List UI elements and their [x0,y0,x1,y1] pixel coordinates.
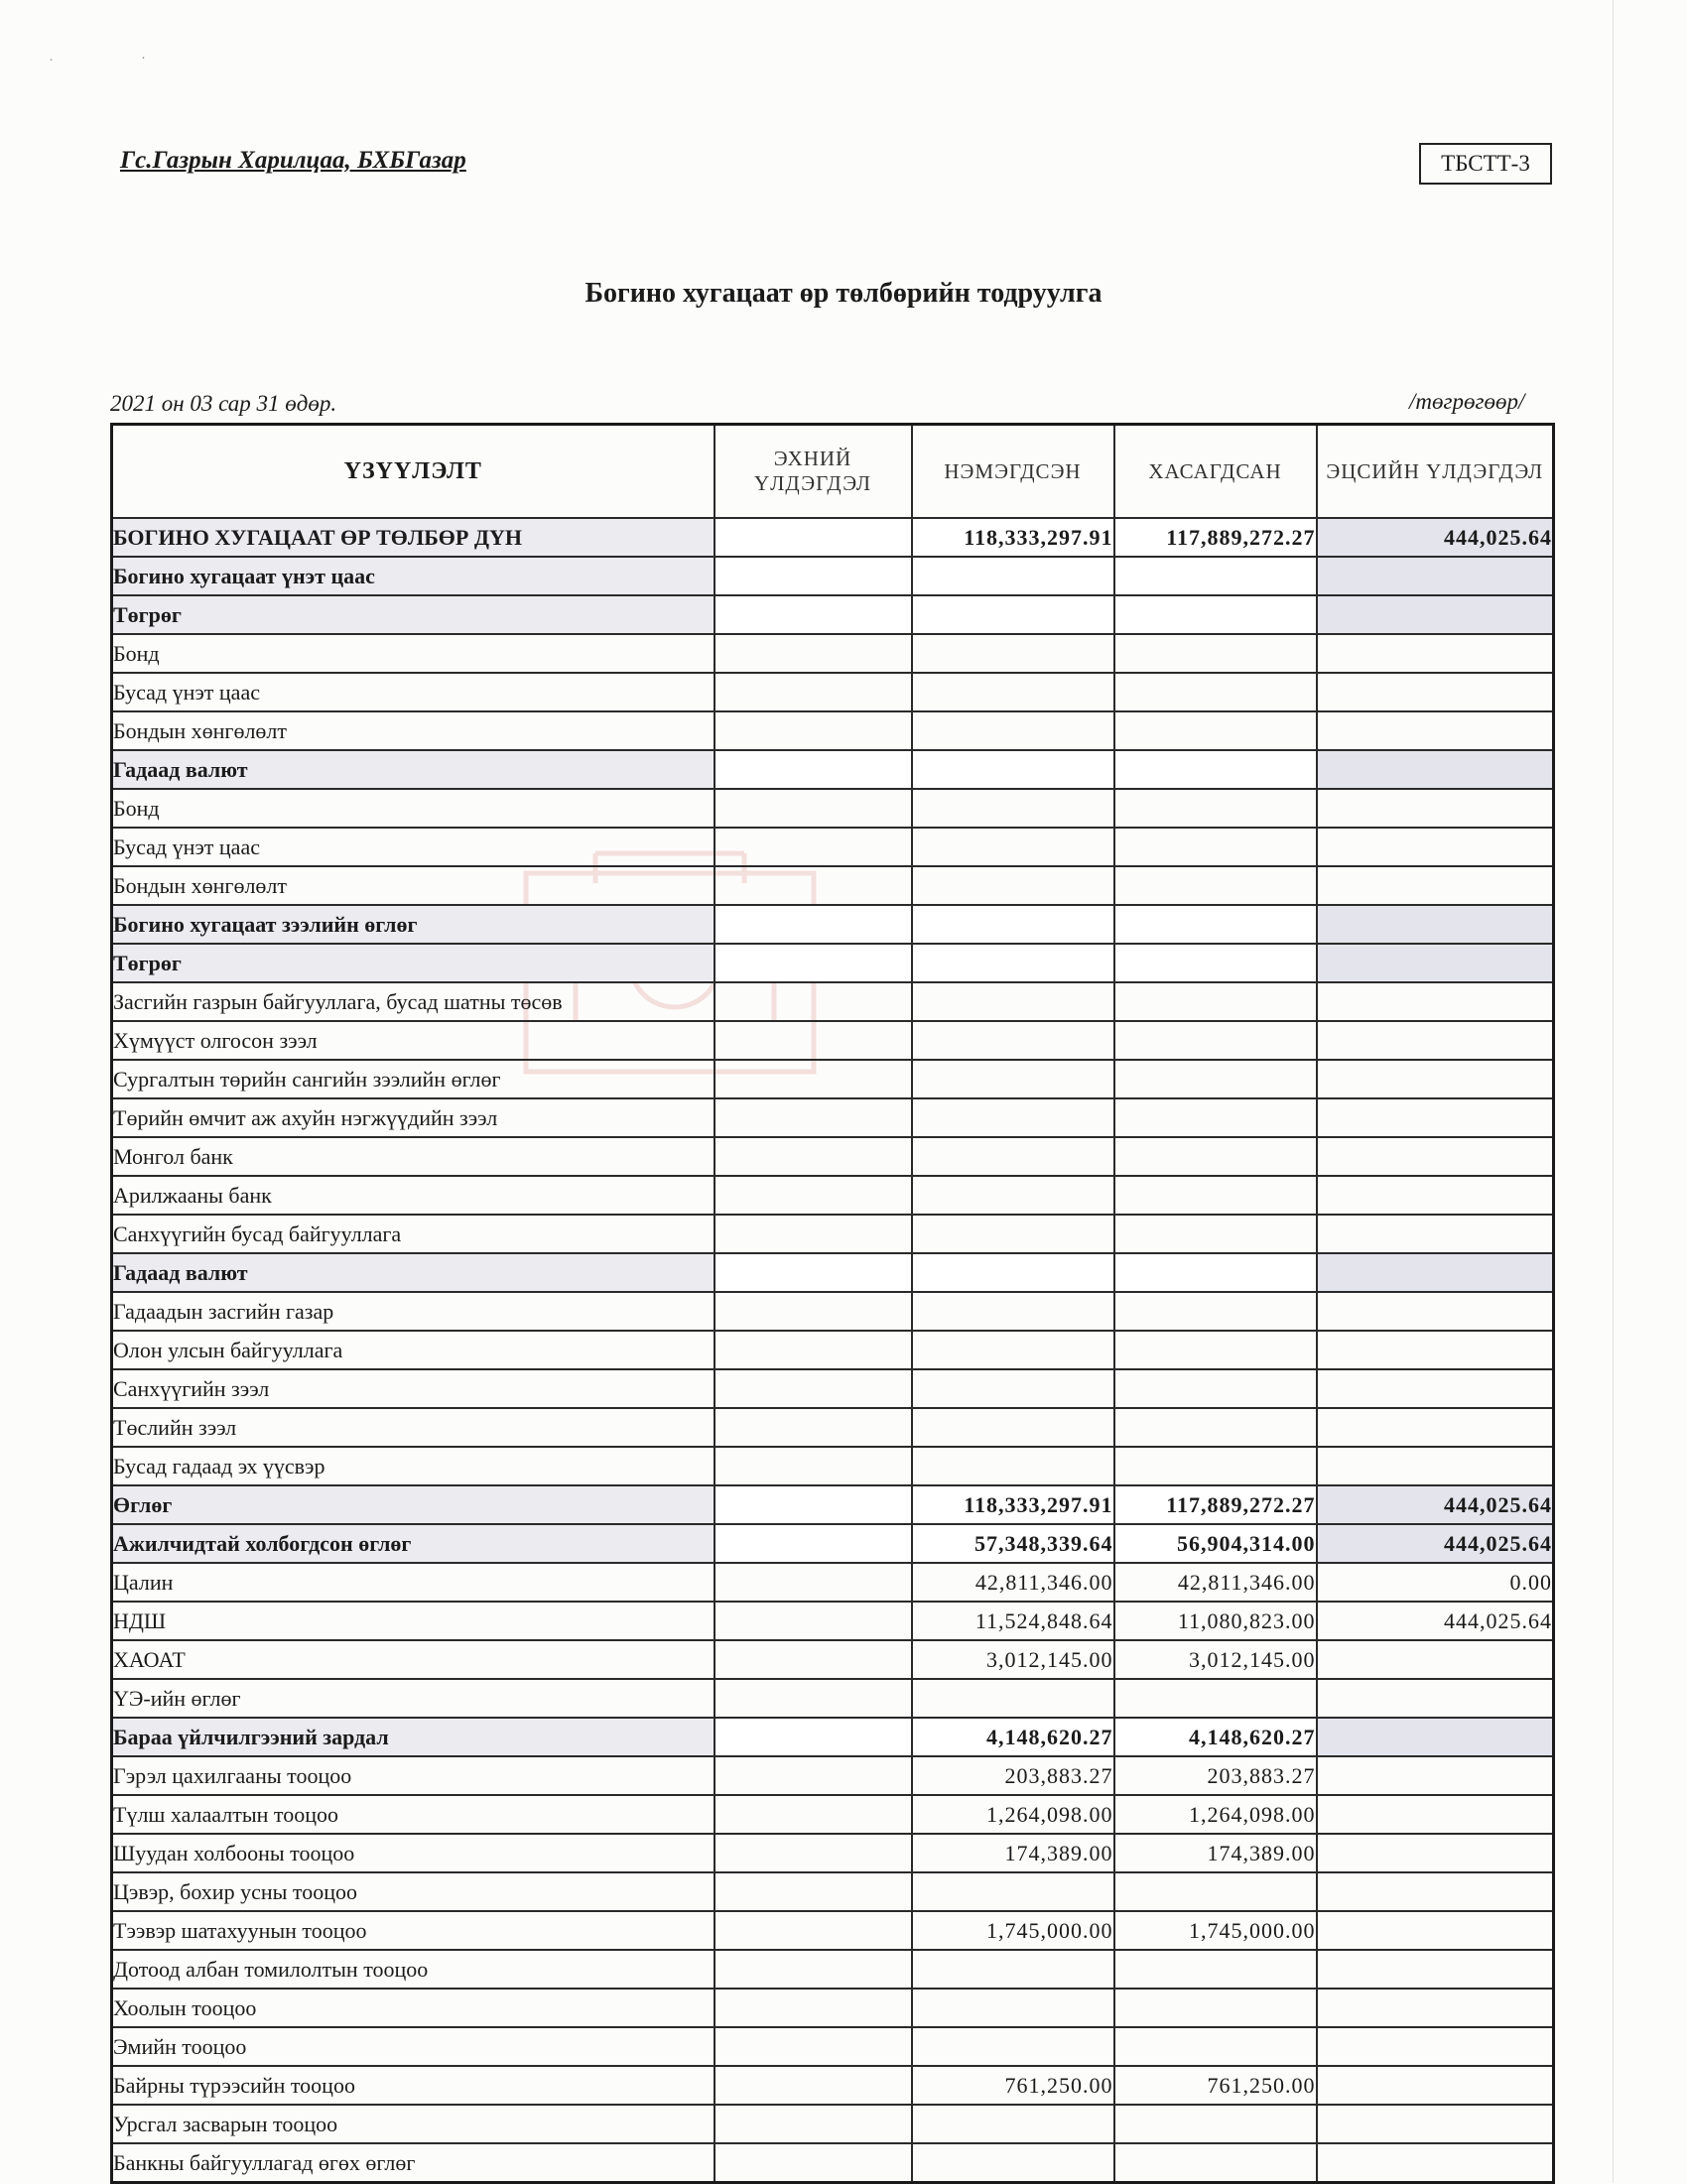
table-row [112,866,1554,905]
report-date: 2021 он 03 сар 31 өдөр. [110,391,337,416]
added-cell: 174,389.00 [912,1834,1114,1872]
row-label: Гэрэл цахилгааны тооцоо [112,1756,714,1795]
closing-balance-cell [1317,1911,1554,1950]
added-cell [912,1215,1114,1253]
row-label: Банкны байгууллагад өгөх өглөг [112,2143,714,2183]
row-label: Бусад үнэт цаас [112,673,714,711]
added-cell: 118,333,297.91 [912,518,1114,557]
deducted-cell [1114,982,1317,1021]
row-label: Шуудан холбооны тооцоо [112,1834,714,1872]
opening-balance-cell [714,2066,912,2105]
table-row [112,595,1554,634]
closing-balance-cell [1317,1756,1554,1795]
deducted-cell: 3,012,145.00 [1114,1640,1317,1679]
row-label: Санхүүгийн зээл [112,1369,714,1408]
closing-balance-cell: 444,025.64 [1317,518,1554,557]
deducted-cell [1114,789,1317,828]
closing-balance-cell [1317,944,1554,982]
added-cell: 118,333,297.91 [912,1485,1114,1524]
opening-balance-cell [714,828,912,866]
added-cell [912,1060,1114,1098]
deducted-cell: 117,889,272.27 [1114,518,1317,557]
opening-balance-cell [714,1756,912,1795]
closing-balance-cell [1317,1679,1554,1718]
document-title: Богино хугацаат өр төлбөрийн тодруулга [584,278,1103,309]
opening-balance-cell [714,595,912,634]
opening-balance-cell [714,1060,912,1098]
row-label: Богино хугацаат үнэт цаас [112,557,714,595]
row-label: Хоолын тооцоо [112,1989,714,2027]
added-cell [912,557,1114,595]
row-label: Төслийн зээл [112,1408,714,1447]
closing-balance-cell [1317,1872,1554,1911]
row-label: Цэвэр, бохир усны тооцоо [112,1872,714,1911]
table-row [112,1795,1554,1834]
closing-balance-cell [1317,866,1554,905]
row-label: Гадаад валют [112,1253,714,1292]
closing-balance-cell [1317,595,1554,634]
deducted-cell [1114,866,1317,905]
table-row [112,1369,1554,1408]
row-label: Төгрөг [112,944,714,982]
closing-balance-cell [1317,1137,1554,1176]
closing-balance-cell [1317,1989,1554,2027]
deducted-cell [1114,1408,1317,1447]
opening-balance-cell [714,1176,912,1215]
table-row [112,2066,1554,2105]
deducted-cell [1114,944,1317,982]
added-cell [912,1176,1114,1215]
added-cell [912,1679,1114,1718]
closing-balance-cell [1317,1176,1554,1215]
table-header-row [112,425,1554,519]
table-row [112,673,1554,711]
row-label: Тээвэр шатахуунын тооцоо [112,1911,714,1950]
deducted-cell [1114,828,1317,866]
added-cell [912,1098,1114,1137]
opening-balance-cell [714,1911,912,1950]
table-row [112,750,1554,789]
table-row [112,1215,1554,1253]
row-label: Бусад үнэт цаас [112,828,714,866]
closing-balance-cell [1317,1331,1554,1369]
opening-balance-cell [714,2027,912,2066]
added-cell [912,2105,1114,2143]
deducted-cell [1114,1872,1317,1911]
row-label: Хүмүүст олгосон зээл [112,1021,714,1060]
closing-balance-cell [1317,1021,1554,1060]
added-cell: 761,250.00 [912,2066,1114,2105]
closing-balance-cell: 0.00 [1317,1563,1554,1602]
opening-balance-cell [714,1834,912,1872]
opening-balance-cell [714,2105,912,2143]
table-row [112,2143,1554,2183]
closing-balance-cell [1317,1253,1554,1292]
closing-balance-cell [1317,1408,1554,1447]
row-label: Засгийн газрын байгууллага, бусад шатны төсөв [112,982,714,1021]
closing-balance-cell [1317,2105,1554,2143]
closing-balance-cell [1317,634,1554,673]
table-row [112,711,1554,750]
opening-balance-cell [714,1524,912,1563]
deducted-cell [1114,1331,1317,1369]
deducted-cell [1114,1060,1317,1098]
added-cell [912,944,1114,982]
opening-balance-cell [714,1447,912,1485]
opening-balance-cell [714,1331,912,1369]
added-cell [912,750,1114,789]
deducted-cell [1114,1253,1317,1292]
added-cell [912,1137,1114,1176]
closing-balance-cell [1317,711,1554,750]
closing-balance-cell: 444,025.64 [1317,1524,1554,1563]
deducted-cell [1114,1369,1317,1408]
row-label: ҮЭ-ийн өглөг [112,1679,714,1718]
opening-balance-cell [714,557,912,595]
table-row [112,905,1554,944]
row-label: ХАОАТ [112,1640,714,1679]
closing-balance-cell [1317,828,1554,866]
opening-balance-cell [714,944,912,982]
added-cell: 42,811,346.00 [912,1563,1114,1602]
row-label: Цалин [112,1563,714,1602]
opening-balance-cell [714,1369,912,1408]
added-cell [912,1408,1114,1447]
table-row [112,1718,1554,1756]
row-label: Эмийн тооцоо [112,2027,714,2066]
row-label: Олон улсын байгууллага [112,1331,714,1369]
row-label: БОГИНО ХУГАЦААТ ӨР ТӨЛБӨР ДҮН [112,518,714,557]
deducted-cell [1114,1137,1317,1176]
deducted-cell [1114,1950,1317,1989]
organization-name: Гс.Газрын Харилцаа, БХБГазар [120,147,466,174]
table-row [112,557,1554,595]
added-cell [912,2143,1114,2183]
closing-balance-cell [1317,1292,1554,1331]
scan-speck: ˙ [140,56,147,71]
deducted-cell [1114,557,1317,595]
deducted-cell [1114,1098,1317,1137]
table-row [112,1834,1554,1872]
closing-balance-cell [1317,905,1554,944]
row-label: Сургалтын төрийн сангийн зээлийн өглөг [112,1060,714,1098]
table-row [112,634,1554,673]
deducted-cell: 56,904,314.00 [1114,1524,1317,1563]
deducted-cell: 11,080,823.00 [1114,1602,1317,1640]
added-cell [912,789,1114,828]
closing-balance-cell [1317,1795,1554,1834]
deducted-cell [1114,634,1317,673]
table-row [112,1253,1554,1292]
closing-balance-cell [1317,1447,1554,1485]
table-row [112,789,1554,828]
closing-balance-cell: 444,025.64 [1317,1485,1554,1524]
form-code-box: ТБСТТ-3 [1419,143,1552,185]
added-cell [912,1447,1114,1485]
table-row [112,1408,1554,1447]
scan-speck: ˙ [48,58,55,73]
added-cell [912,866,1114,905]
table-row [112,1756,1554,1795]
added-cell [912,2027,1114,2066]
opening-balance-cell [714,711,912,750]
column-header-opening-balance: ЭХНИЙ ҮЛДЭГДЭЛ [714,425,912,519]
closing-balance-cell [1317,982,1554,1021]
opening-balance-cell [714,866,912,905]
opening-balance-cell [714,1602,912,1640]
opening-balance-cell [714,1872,912,1911]
opening-balance-cell [714,1098,912,1137]
table-row [112,1950,1554,1989]
deducted-cell: 174,389.00 [1114,1834,1317,1872]
table-row [112,1060,1554,1098]
opening-balance-cell [714,634,912,673]
deducted-cell [1114,750,1317,789]
closing-balance-cell [1317,1950,1554,1989]
added-cell [912,1950,1114,1989]
row-label: Богино хугацаат зээлийн өглөг [112,905,714,944]
row-label: Арилжааны банк [112,1176,714,1215]
table-row [112,1292,1554,1331]
table-row [112,1098,1554,1137]
table-row [112,1640,1554,1679]
added-cell [912,1253,1114,1292]
deducted-cell [1114,595,1317,634]
row-label: Бонд [112,634,714,673]
closing-balance-cell [1317,750,1554,789]
deducted-cell [1114,2027,1317,2066]
added-cell [912,1872,1114,1911]
table-row [112,1872,1554,1911]
row-label: Гадаадын засгийн газар [112,1292,714,1331]
deducted-cell [1114,2143,1317,2183]
opening-balance-cell [714,1718,912,1756]
opening-balance-cell [714,982,912,1021]
closing-balance-cell [1317,2027,1554,2066]
deducted-cell [1114,1021,1317,1060]
deducted-cell [1114,1176,1317,1215]
table-row [112,1137,1554,1176]
table-row [112,1602,1554,1640]
row-label: Төрийн өмчит аж ахуйн нэгжүүдийн зээл [112,1098,714,1137]
deducted-cell: 4,148,620.27 [1114,1718,1317,1756]
opening-balance-cell [714,1989,912,2027]
closing-balance-cell [1317,1098,1554,1137]
table-row [112,982,1554,1021]
deducted-cell [1114,1292,1317,1331]
added-cell [912,982,1114,1021]
row-label: Дотоод албан томилолтын тооцоо [112,1950,714,1989]
row-label: Өглөг [112,1485,714,1524]
row-label: Бондын хөнгөлөлт [112,711,714,750]
added-cell [912,634,1114,673]
opening-balance-cell [714,1215,912,1253]
closing-balance-cell: 444,025.64 [1317,1602,1554,1640]
row-label: Бусад гадаад эх үүсвэр [112,1447,714,1485]
row-label: Ажилчидтай холбогдсон өглөг [112,1524,714,1563]
row-label: Түлш халаалтын тооцоо [112,1795,714,1834]
added-cell [912,1292,1114,1331]
deducted-cell: 42,811,346.00 [1114,1563,1317,1602]
table-row [112,1524,1554,1563]
deducted-cell [1114,673,1317,711]
table-row [112,2105,1554,2143]
deducted-cell: 761,250.00 [1114,2066,1317,2105]
deducted-cell: 117,889,272.27 [1114,1485,1317,1524]
currency-unit: /төгрөгөөр/ [1409,389,1525,414]
added-cell [912,1989,1114,2027]
deducted-cell: 1,745,000.00 [1114,1911,1317,1950]
added-cell [912,828,1114,866]
table-row [112,1989,1554,2027]
opening-balance-cell [714,518,912,557]
table-row [112,1563,1554,1602]
opening-balance-cell [714,2143,912,2183]
table-row [112,1485,1554,1524]
column-header-deducted: ХАСАГДСАН [1114,425,1317,519]
scan-edge-line [1613,0,1614,2183]
row-label: НДШ [112,1602,714,1640]
row-label: Урсгал засварын тооцоо [112,2105,714,2143]
closing-balance-cell [1317,1060,1554,1098]
table-row [112,1331,1554,1369]
deducted-cell: 203,883.27 [1114,1756,1317,1795]
added-cell: 203,883.27 [912,1756,1114,1795]
opening-balance-cell [714,1408,912,1447]
added-cell: 1,745,000.00 [912,1911,1114,1950]
closing-balance-cell [1317,1718,1554,1756]
row-label: Бондын хөнгөлөлт [112,866,714,905]
added-cell: 57,348,339.64 [912,1524,1114,1563]
row-label: Байрны түрээсийн тооцоо [112,2066,714,2105]
opening-balance-cell [714,1485,912,1524]
opening-balance-cell [714,1795,912,1834]
added-cell [912,1369,1114,1408]
opening-balance-cell [714,750,912,789]
table-row [112,1911,1554,1950]
row-label: Санхүүгийн бусад байгууллага [112,1215,714,1253]
table-row [112,518,1554,557]
deducted-cell [1114,1447,1317,1485]
added-cell: 3,012,145.00 [912,1640,1114,1679]
closing-balance-cell [1317,557,1554,595]
column-header-added: НЭМЭГДСЭН [912,425,1114,519]
closing-balance-cell [1317,789,1554,828]
row-label: Монгол банк [112,1137,714,1176]
table-row [112,828,1554,866]
payables-table [110,423,1555,2184]
column-header-closing-balance: ЭЦСИЙН ҮЛДЭГДЭЛ [1317,425,1554,519]
closing-balance-cell [1317,1834,1554,1872]
row-label: Гадаад валют [112,750,714,789]
opening-balance-cell [714,1679,912,1718]
added-cell: 4,148,620.27 [912,1718,1114,1756]
table-row [112,1679,1554,1718]
deducted-cell [1114,711,1317,750]
opening-balance-cell [714,1640,912,1679]
added-cell [912,595,1114,634]
opening-balance-cell [714,1021,912,1060]
closing-balance-cell [1317,1369,1554,1408]
closing-balance-cell [1317,1215,1554,1253]
table-row [112,2027,1554,2066]
added-cell [912,905,1114,944]
opening-balance-cell [714,1950,912,1989]
deducted-cell [1114,1989,1317,2027]
column-header-indicator: ҮЗҮҮЛЭЛТ [112,425,714,519]
deducted-cell [1114,905,1317,944]
opening-balance-cell [714,673,912,711]
deducted-cell [1114,2105,1317,2143]
deducted-cell [1114,1679,1317,1718]
opening-balance-cell [714,1563,912,1602]
opening-balance-cell [714,905,912,944]
row-label: Бонд [112,789,714,828]
opening-balance-cell [714,789,912,828]
opening-balance-cell [714,1253,912,1292]
closing-balance-cell [1317,1640,1554,1679]
table-row [112,944,1554,982]
closing-balance-cell [1317,2143,1554,2183]
closing-balance-cell [1317,673,1554,711]
deducted-cell [1114,1215,1317,1253]
closing-balance-cell [1317,2066,1554,2105]
added-cell: 11,524,848.64 [912,1602,1114,1640]
added-cell [912,1021,1114,1060]
table-row [112,1176,1554,1215]
opening-balance-cell [714,1292,912,1331]
table-row [112,1447,1554,1485]
row-label: Бараа үйлчилгээний зардал [112,1718,714,1756]
added-cell [912,711,1114,750]
added-cell [912,1331,1114,1369]
opening-balance-cell [714,1137,912,1176]
added-cell [912,673,1114,711]
added-cell: 1,264,098.00 [912,1795,1114,1834]
table-row [112,1021,1554,1060]
deducted-cell: 1,264,098.00 [1114,1795,1317,1834]
row-label: Төгрөг [112,595,714,634]
